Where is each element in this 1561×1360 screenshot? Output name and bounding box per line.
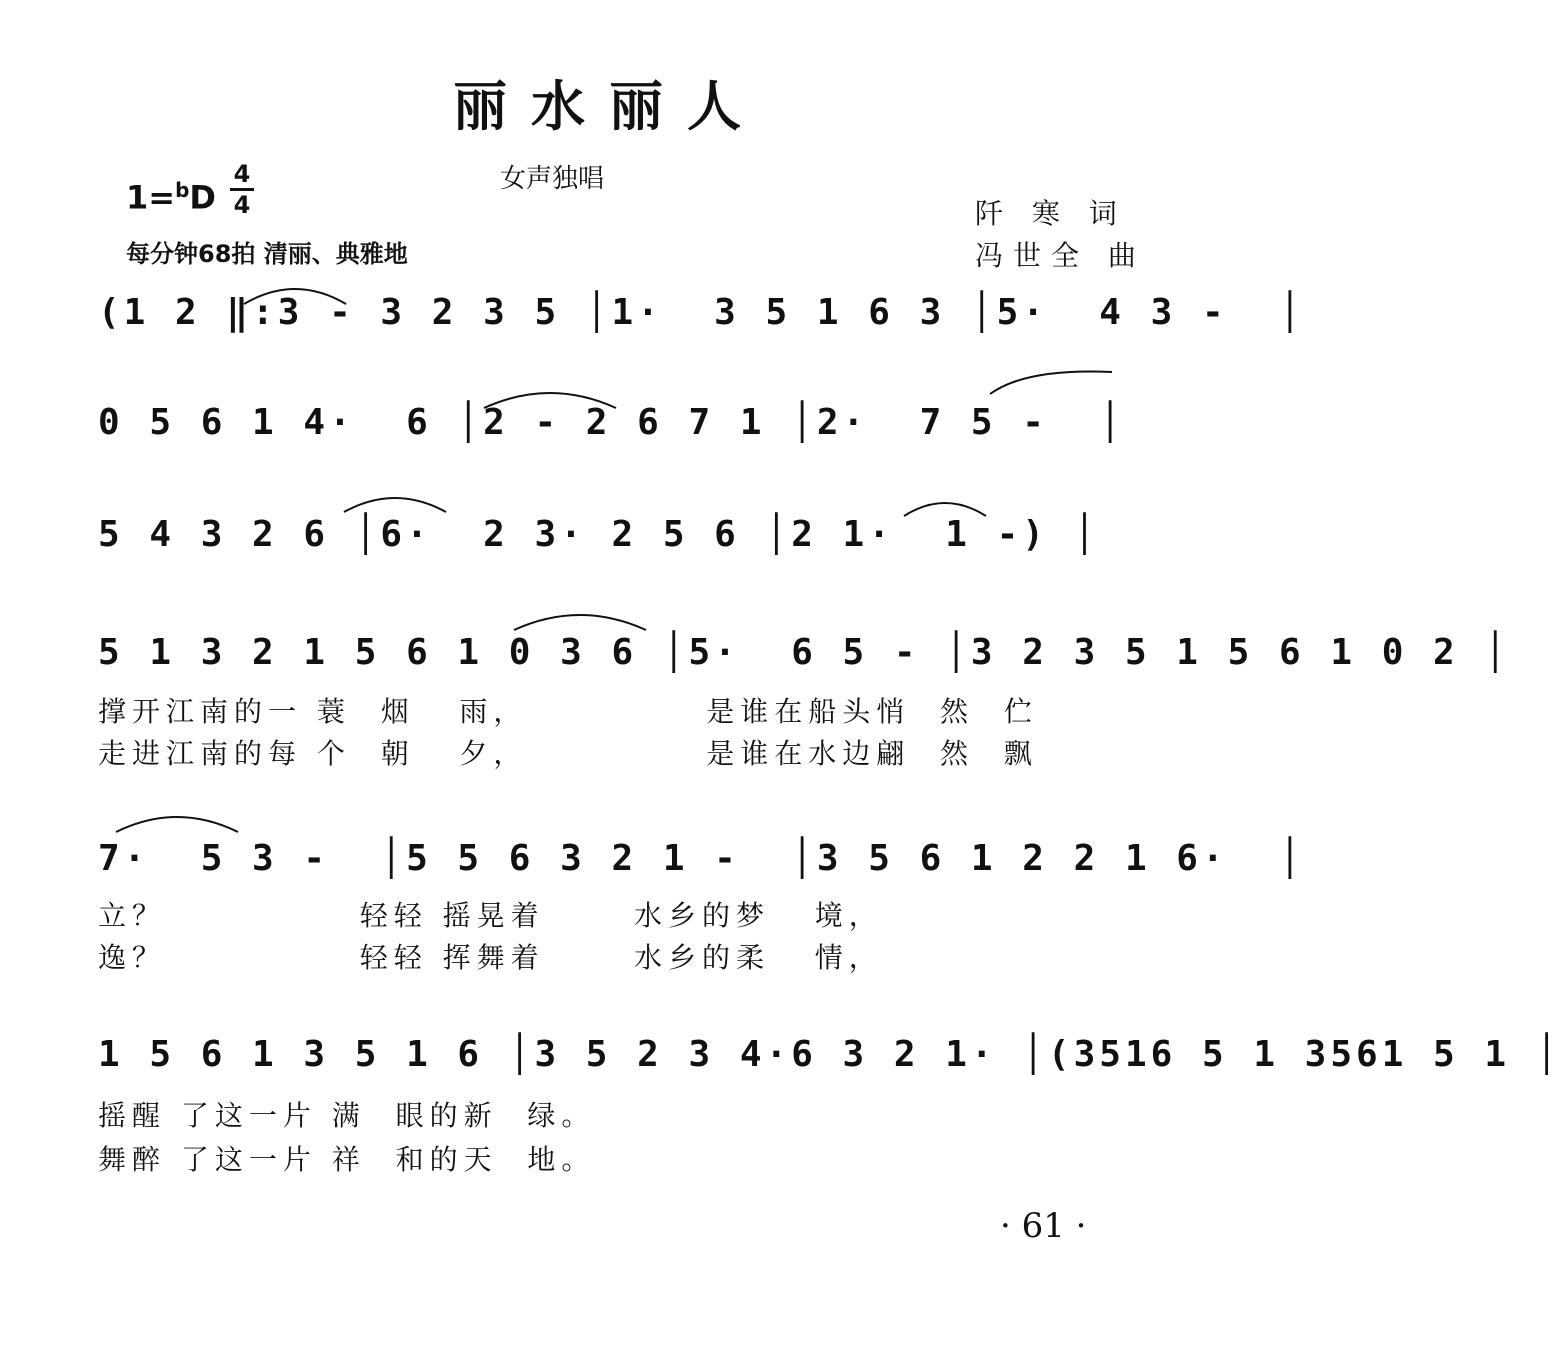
slur (900, 494, 990, 520)
slur (112, 806, 242, 836)
slur (480, 382, 620, 412)
notation: 7· 5 3 - │5 5 6 3 2 1 - │3 5 6 1 2 2 1 6· │ (98, 838, 1305, 879)
key-signature: 1=$^b$D (126, 178, 216, 217)
score-line-3 (98, 514, 1128, 578)
lyrics-verse-2: 逸？ 轻轻 挥舞着 水乡的柔 情， (98, 941, 883, 974)
lyrics-verse-1: 立？ 轻轻 摇晃着 水乡的梦 境， (98, 899, 883, 932)
notation: 5 1 3 2 1 5 6 1 0 3 6 │5· 6 5 - │3 2 3 5 1 5 6 1 0 2 │ (98, 632, 1511, 673)
score-line-4 (98, 632, 1511, 696)
lyrics-verse-1: 摇醒 了这一片 满 眼的新 绿。 (98, 1099, 596, 1132)
lyrics-verse-2: 走进江南的每 个 朝 夕， 是谁在水边翩 然 飘 (98, 737, 1038, 770)
score-line-6 (98, 1034, 1561, 1098)
lyrics-verse-1: 撑开江南的一 蓑 烟 雨， 是谁在船头悄 然 伫 (98, 695, 1038, 728)
notation: 5 4 3 2 6 │6· 2 3· 2 5 6 │2 1· 1 -) │ (98, 514, 1100, 555)
notation: (1 2 ‖:3 - 3 2 3 5 │1· 3 5 1 6 3 │5· 4 3 - │ (98, 292, 1305, 333)
notation: 0 5 6 1 4· 6 │2 - 2 6 7 1 │2· 7 5 - │ (98, 402, 1125, 443)
notation: 1 5 6 1 3 5 1 6 │3 5 2 3 4·6 3 2 1· │(3516 5 1 3561 5 1 │ (98, 1034, 1561, 1075)
page-number: · 61 · (1000, 1206, 1087, 1246)
song-title: 丽水丽人 (453, 75, 765, 138)
score-line-5 (98, 838, 1305, 902)
lyrics-verse-2: 舞醉 了这一片 祥 和的天 地。 (98, 1143, 596, 1176)
performance-note: 女声独唱 (500, 164, 605, 194)
time-signature: 4 4 (230, 162, 254, 217)
slur (986, 368, 1116, 398)
tempo-marking: 每分钟68拍 清丽、典雅地 (126, 240, 408, 268)
slur (240, 278, 350, 308)
lyricist-credit: 阡 寒 词 (975, 197, 1127, 230)
slur (340, 488, 450, 516)
slur (510, 604, 650, 634)
composer-credit: 冯世全 曲 (975, 239, 1146, 272)
